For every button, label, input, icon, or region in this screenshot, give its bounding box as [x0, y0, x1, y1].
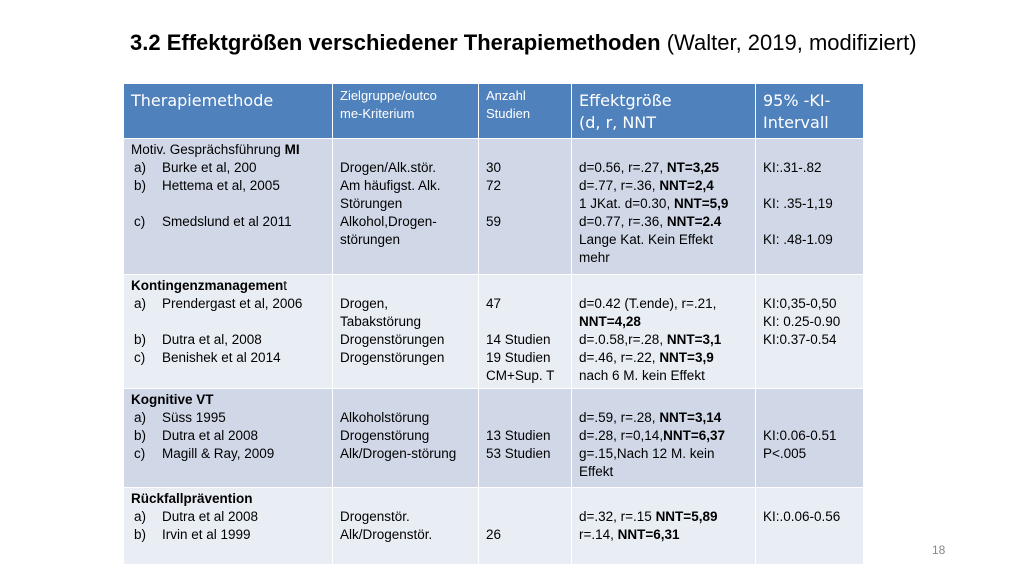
effect-text: d=.0.58,r=.28, — [579, 332, 667, 347]
effect-text: d=.28, r=0,14, — [579, 428, 664, 443]
spacer-line — [763, 409, 856, 427]
spacer-line — [763, 141, 856, 159]
spacer-line — [486, 313, 564, 331]
ci-line: P<.005 — [763, 446, 807, 461]
item-text: Prendergast et al, 2006 — [162, 296, 303, 311]
spacer-line — [131, 195, 325, 213]
study-item — [131, 409, 325, 427]
studies-line: 13 Studien — [486, 428, 551, 443]
effect-line — [579, 177, 748, 195]
effect-line — [579, 195, 748, 213]
studies-line: 26 — [486, 527, 502, 542]
nnt-value: NNT=2,4 — [659, 178, 714, 193]
spacer-line — [486, 490, 564, 508]
effect-text: d=0.56, r=.27, — [579, 160, 667, 175]
item-text: Irvin et al 1999 — [162, 527, 251, 542]
target-cell — [333, 139, 479, 275]
item-text: Smedslund et al 2011 — [162, 214, 292, 229]
header-therapy-method — [124, 84, 333, 139]
studies-line: 30 — [486, 160, 502, 175]
therapy-heading-bold: MI — [284, 142, 300, 157]
item-text: Dutra et al, 2008 — [162, 332, 262, 347]
target-cell — [333, 275, 479, 389]
table-row — [124, 389, 864, 488]
study-item — [131, 213, 325, 231]
studies-line: 53 Studien — [486, 446, 551, 461]
studies-cell — [479, 488, 572, 565]
study-item — [131, 445, 325, 463]
study-item — [131, 159, 325, 177]
spacer-line — [486, 391, 564, 409]
table-row — [124, 139, 864, 275]
study-item — [131, 331, 325, 349]
ci-cell — [756, 275, 864, 389]
study-item — [131, 177, 325, 195]
effect-text: 1 JKat. d=0.30, — [579, 196, 674, 211]
target-line: Alkoholstörung — [340, 410, 430, 425]
header-target-group — [333, 84, 479, 139]
spacer-line — [763, 177, 856, 195]
spacer-line — [579, 277, 748, 295]
nnt-value: NNT=5,89 — [655, 509, 718, 524]
studies-line: 47 — [486, 296, 502, 311]
effect-line — [579, 463, 748, 481]
study-item — [131, 508, 325, 526]
spacer-line — [763, 213, 856, 231]
ci-line: KI: .48-1.09 — [763, 232, 833, 247]
effect-line — [579, 427, 748, 445]
target-line: Alkohol,Drogen- — [340, 214, 437, 229]
item-marker: c) — [134, 214, 146, 229]
header-studies-line2: Studien — [486, 106, 531, 121]
header-effect-size-line2: (d, r, NNT — [579, 113, 657, 132]
effect-line — [579, 313, 748, 331]
study-item — [131, 295, 325, 313]
spacer-line — [486, 508, 564, 526]
header-studies-line1: Anzahl — [486, 88, 526, 103]
effect-size-table — [123, 83, 864, 565]
effect-text: Effekt — [579, 464, 614, 479]
nnt-value: NNT=3,14 — [659, 410, 722, 425]
item-text: Süss 1995 — [162, 410, 226, 425]
nnt-value: NNT=5,9 — [673, 196, 729, 211]
therapy-heading-text: t — [283, 278, 288, 293]
item-marker: b) — [134, 428, 147, 443]
effect-line — [579, 349, 748, 367]
item-text: Benishek et al 2014 — [162, 350, 281, 365]
spacer-line — [486, 195, 564, 213]
therapy-heading-text: Motiv. Gesprächsführung — [131, 142, 285, 157]
nnt-value: NT=3,25 — [666, 160, 719, 175]
item-marker: b) — [134, 332, 147, 347]
effect-line — [579, 508, 748, 526]
effect-cell — [572, 139, 756, 275]
target-line: störungen — [340, 232, 401, 247]
effect-line — [579, 526, 748, 544]
nnt-value: NNT=4,28 — [579, 314, 641, 329]
target-line: Alk/Drogen-störung — [340, 446, 457, 461]
item-text: Hettema et al, 2005 — [162, 178, 280, 193]
page-number: 18 — [932, 543, 946, 557]
spacer-line — [579, 141, 748, 159]
target-line: Drogen/Alk.stör. — [340, 160, 437, 175]
spacer-line — [131, 313, 325, 331]
item-marker: c) — [134, 446, 146, 461]
study-item — [131, 349, 325, 367]
target-cell — [333, 389, 479, 488]
effect-text: d=0.77, r=.36, — [579, 214, 667, 229]
spacer-line — [763, 277, 856, 295]
effect-text: mehr — [579, 250, 610, 265]
target-line: Am häufigst. Alk. — [340, 178, 441, 193]
studies-line: CM+Sup. T — [486, 368, 555, 383]
header-target-group-line1: Zielgruppe/outco — [340, 88, 437, 103]
effect-text: r=.14, — [579, 527, 618, 542]
header-therapy-method-label: Therapiemethode — [131, 91, 274, 110]
studies-cell — [479, 275, 572, 389]
ci-line: KI:.31-.82 — [763, 160, 822, 175]
spacer-line — [340, 391, 471, 409]
therapy-cell — [124, 389, 333, 488]
effect-line — [579, 159, 748, 177]
effect-line — [579, 231, 748, 249]
therapy-heading — [131, 490, 325, 508]
spacer-line — [579, 391, 748, 409]
therapy-heading-bold: Rückfallprävention — [131, 491, 253, 506]
spacer-line — [763, 391, 856, 409]
target-line: Drogenstörung — [340, 428, 430, 443]
study-item — [131, 427, 325, 445]
effect-line — [579, 249, 748, 267]
effect-line — [579, 331, 748, 349]
nnt-value: NNT=2.4 — [666, 214, 722, 229]
studies-cell — [479, 139, 572, 275]
nnt-value: NNT=3,1 — [666, 332, 722, 347]
ci-line: KI:.0.06-0.56 — [763, 509, 841, 524]
item-marker: b) — [134, 527, 147, 542]
therapy-heading — [131, 141, 325, 159]
ci-line: KI:0,35-0,50 — [763, 296, 837, 311]
effect-text: d=.59, r=.28, — [579, 410, 660, 425]
slide-title-main: 3.2 Effektgrößen verschiedener Therapiemethoden — [130, 30, 661, 55]
item-marker: c) — [134, 350, 146, 365]
studies-line: 14 Studien — [486, 332, 551, 347]
therapy-cell — [124, 275, 333, 389]
study-item — [131, 526, 325, 544]
target-line: Drogenstör. — [340, 509, 410, 524]
item-text: Dutra et al 2008 — [162, 509, 259, 524]
target-line: Alk/Drogenstör. — [340, 527, 433, 542]
ci-cell — [756, 389, 864, 488]
ci-line: KI: 0.25-0.90 — [763, 314, 841, 329]
target-line: Drogenstörungen — [340, 350, 445, 365]
effect-text: d=.46, r=.22, — [579, 350, 660, 365]
spacer-line — [486, 277, 564, 295]
nnt-value: NNT=3,9 — [659, 350, 714, 365]
ci-cell — [756, 488, 864, 565]
header-effect-size-line1: Effektgröße — [579, 91, 672, 110]
therapy-heading — [131, 277, 325, 295]
header-effect-size — [572, 84, 756, 139]
effect-text: Lange Kat. Kein Effekt — [579, 232, 714, 247]
item-marker: a) — [134, 160, 147, 175]
studies-line: 72 — [486, 178, 502, 193]
nnt-value: NNT=6,37 — [663, 428, 725, 443]
ci-cell — [756, 139, 864, 275]
header-confidence-interval — [756, 84, 864, 139]
effect-line — [579, 367, 748, 385]
spacer-line — [486, 409, 564, 427]
header-ci-line2: Intervall — [763, 113, 829, 132]
ci-line: KI:0.37-0.54 — [763, 332, 837, 347]
effect-line — [579, 409, 748, 427]
spacer-line — [763, 490, 856, 508]
nnt-value: NNT=6,31 — [617, 527, 680, 542]
effect-text: d=.77, r=.36, — [579, 178, 660, 193]
target-cell — [333, 488, 479, 565]
target-line: Drogenstörungen — [340, 332, 445, 347]
effect-text: d=.32, r=.15 — [579, 509, 656, 524]
effect-text: g=.15,Nach 12 M. kein — [579, 446, 715, 461]
studies-line: 19 Studien — [486, 350, 551, 365]
spacer-line — [340, 490, 471, 508]
item-text: Dutra et al 2008 — [162, 428, 259, 443]
table-row — [124, 488, 864, 565]
target-line: Drogen, — [340, 296, 389, 311]
therapy-heading-bold: Kontingenzmanagemen — [131, 278, 284, 293]
studies-line: 59 — [486, 214, 502, 229]
spacer-line — [340, 277, 471, 295]
item-text: Burke et al, 200 — [162, 160, 257, 175]
effect-text: nach 6 M. kein Effekt — [579, 368, 705, 383]
effect-cell — [572, 389, 756, 488]
studies-cell — [479, 389, 572, 488]
item-marker: a) — [134, 509, 147, 524]
spacer-line — [579, 490, 748, 508]
therapy-heading — [131, 391, 325, 409]
table-header-row — [124, 84, 864, 139]
header-target-group-line2: me-Kriterium — [340, 106, 415, 121]
table-row — [124, 275, 864, 389]
target-line: Tabakstörung — [340, 314, 422, 329]
item-text: Magill & Ray, 2009 — [162, 446, 275, 461]
item-marker: a) — [134, 296, 147, 311]
target-line: Störungen — [340, 196, 403, 211]
therapy-cell — [124, 139, 333, 275]
ci-line: KI:0.06-0.51 — [763, 428, 837, 443]
header-ci-line1: 95% -KI- — [763, 91, 831, 110]
slide-title — [130, 30, 917, 56]
effect-cell — [572, 275, 756, 389]
effect-line — [579, 213, 748, 231]
slide-title-source: (Walter, 2019, modifiziert) — [660, 30, 917, 55]
effect-text: d=0.42 (T.ende), r=.21, — [579, 296, 717, 311]
item-marker: b) — [134, 178, 147, 193]
header-number-of-studies — [479, 84, 572, 139]
ci-line: KI: .35-1,19 — [763, 196, 833, 211]
spacer-line — [486, 141, 564, 159]
effect-line — [579, 295, 748, 313]
therapy-heading-bold: Kognitive VT — [131, 392, 214, 407]
effect-line — [579, 445, 748, 463]
spacer-line — [340, 141, 471, 159]
therapy-cell — [124, 488, 333, 565]
item-marker: a) — [134, 410, 147, 425]
effect-cell — [572, 488, 756, 565]
